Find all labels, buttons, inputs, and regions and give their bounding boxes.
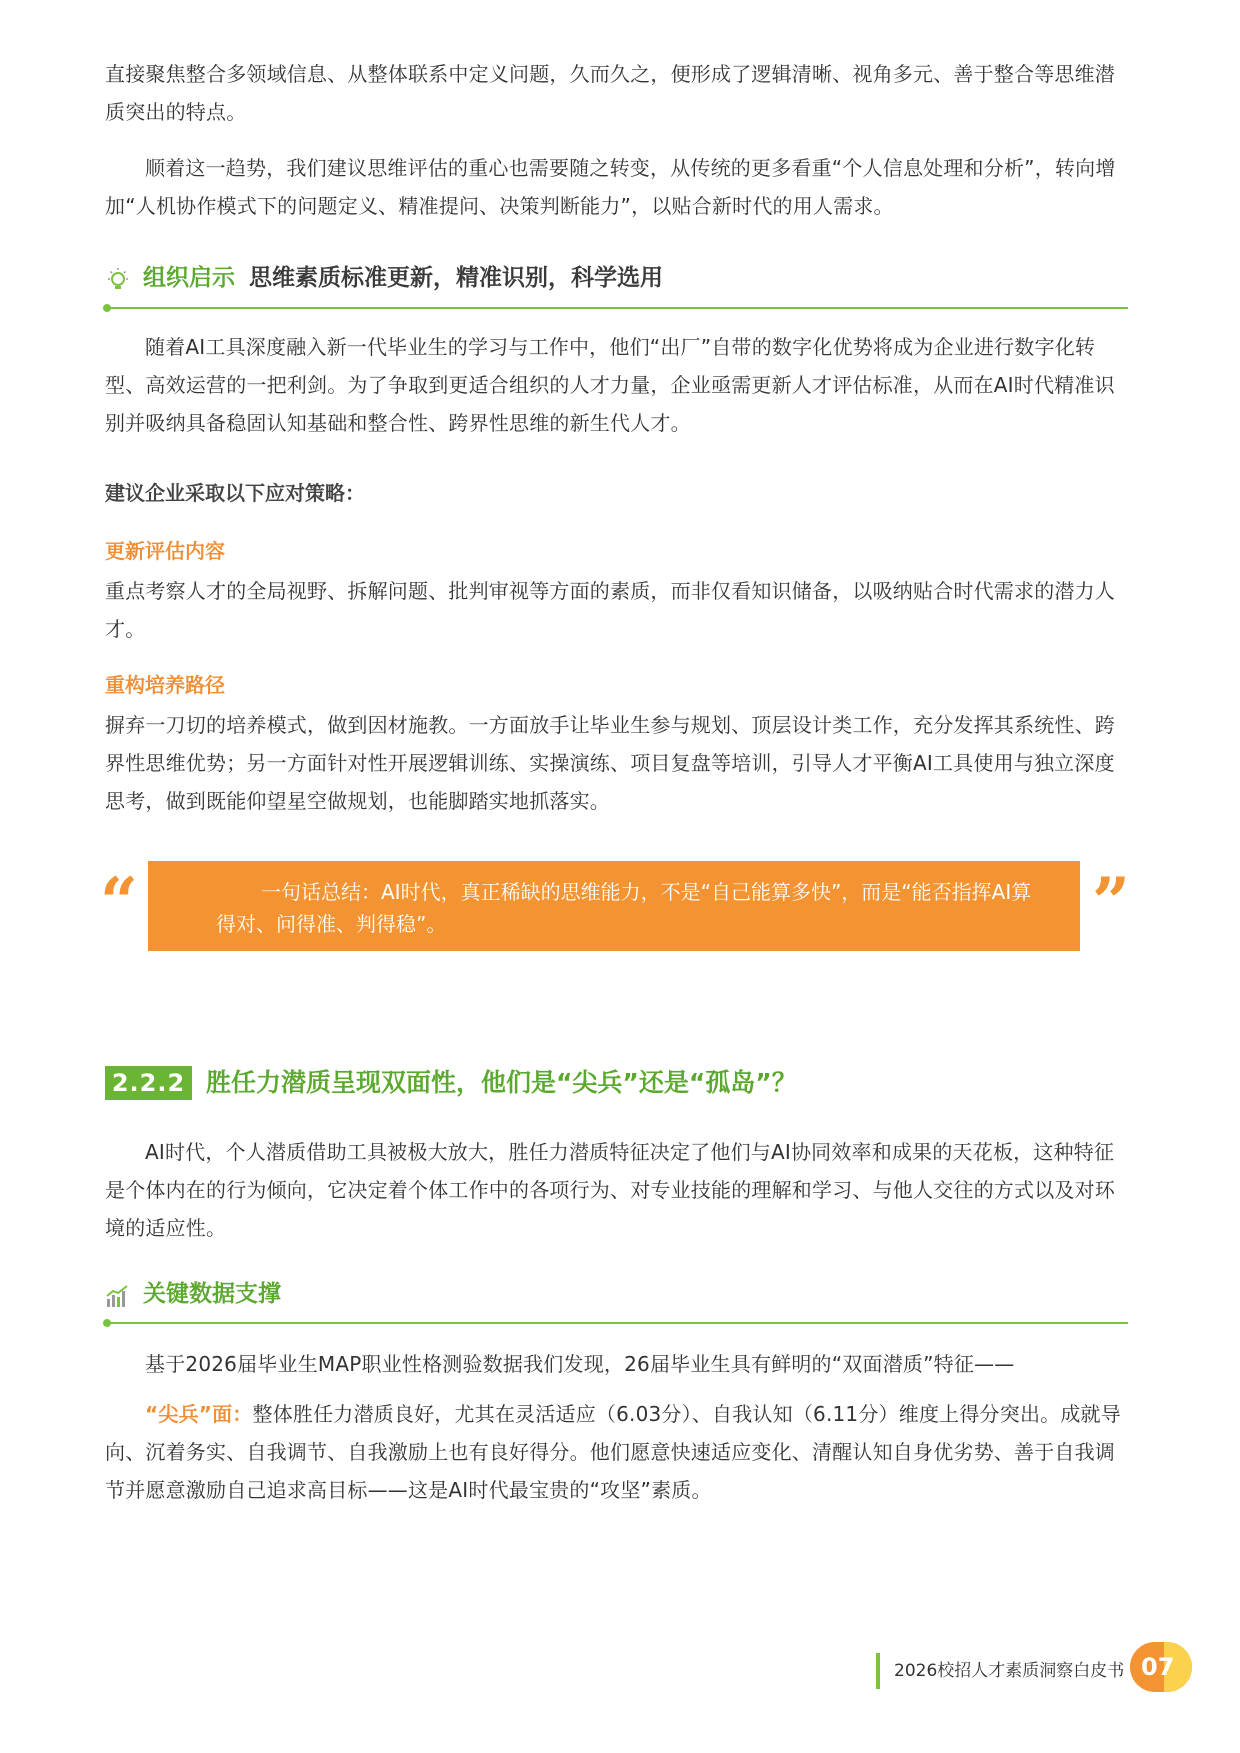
strategy-item-text: 摒弃一刀切的培养模式，做到因材施教。一方面放手让毕业生参与规划、顶层设计类工作，充分发挥其系统性、跨界性思维优势；另一方面针对性开展逻辑训练、实操演练、项目复盘等培训，引导人才平衡AI工具使用与独立深度思考，做到既能仰望星空做规划，也能脚踏实地抓落实。 [105,713,1115,813]
bar-chart-icon [105,1283,131,1309]
strategy-heading: 建议企业采取以下应对策略： [105,481,365,505]
lightbulb-icon [105,267,131,293]
page-number: 07 [1141,1653,1175,1681]
org-section-title: 思维素质标准更新，精准识别，科学选用 [249,265,663,291]
data-section-heading [105,1277,1129,1317]
summary-quote-text: 一句话总结：AI时代，真正稀缺的思维能力，不是“自己能算多快”，而是“能否指挥AI算得对、问得准、判得稳”。 [216,880,1032,936]
summary-quote-box [148,861,1080,951]
data-section-paragraph [105,1395,1129,1509]
vanguard-label: “尖兵”面： [145,1402,253,1426]
strategy-item-title: 更新评估内容 [105,539,225,563]
section-number-badge: 2.2.2 [105,1066,192,1100]
section-paragraph: AI时代，个人潜质借助工具被极大放大，胜任力潜质特征决定了他们与AI协同效率和成果的天花板，这种特征是个体内在的行为倾向，它决定着个体工作中的各项行为、对专业技能的理解和学习、与他人交往的方式以及对环境的适应性。 [105,1140,1115,1240]
heading-rule [108,307,1128,309]
open-quote-icon: “ [100,863,138,941]
strategy-item-text: 重点考察人才的全局视野、拆解问题、批判审视等方面的素质，而非仅看知识储备，以吸纳贴合时代需求的潜力人才。 [105,579,1115,641]
vanguard-text: 整体胜任力潜质良好，尤其在灵活适应（6.03分）、自我认知（6.11分）维度上得分突出。成就导向、沉着务实、自我调节、自我激励上也有良好得分。他们愿意快速适应变化、清醒认知自身优劣势、善于自我调节并愿意激励自己追求高目标——这是AI时代最宝贵的“攻坚”素质。 [105,1402,1121,1502]
footer-title: 2026校招人才素质洞察白皮书 [894,1661,1125,1681]
heading-rule [108,1322,1128,1324]
section-title: 胜任力潜质呈现双面性，他们是“尖兵”还是“孤岛”？ [206,1068,797,1097]
footer-accent-bar [876,1653,880,1689]
close-quote-icon: ” [1092,863,1130,941]
intro-paragraph-1: 直接聚焦整合多领域信息、从整体联系中定义问题，久而久之，便形成了逻辑清晰、视角多元、善于整合等思维潜质突出的特点。 [105,62,1115,124]
org-section-paragraph: 随着AI工具深度融入新一代毕业生的学习与工作中，他们“出厂”自带的数字化优势将成为企业进行数字化转型、高效运营的一把利剑。为了争取到更适合组织的人才力量，企业亟需更新人才评估标准，从而在AI时代精准识别并吸纳具备稳固认知基础和整合性、跨界性思维的新生代人才。 [105,335,1115,435]
data-section-lead: 基于2026届毕业生MAP职业性格测验数据我们发现，26届毕业生具有鲜明的“双面潜质”特征—— [145,1352,1015,1376]
strategy-item-title: 重构培养路径 [105,673,225,697]
org-section-label: 组织启示 [143,265,235,291]
data-section-title: 关键数据支撑 [143,1281,281,1307]
intro-paragraph-2: 顺着这一趋势，我们建议思维评估的重心也需要随之转变，从传统的更多看重“个人信息处理和分析”，转向增加“人机协作模式下的问题定义、精准提问、决策判断能力”，以贴合新时代的用人需求。 [105,156,1116,218]
org-section-heading [105,261,1129,301]
